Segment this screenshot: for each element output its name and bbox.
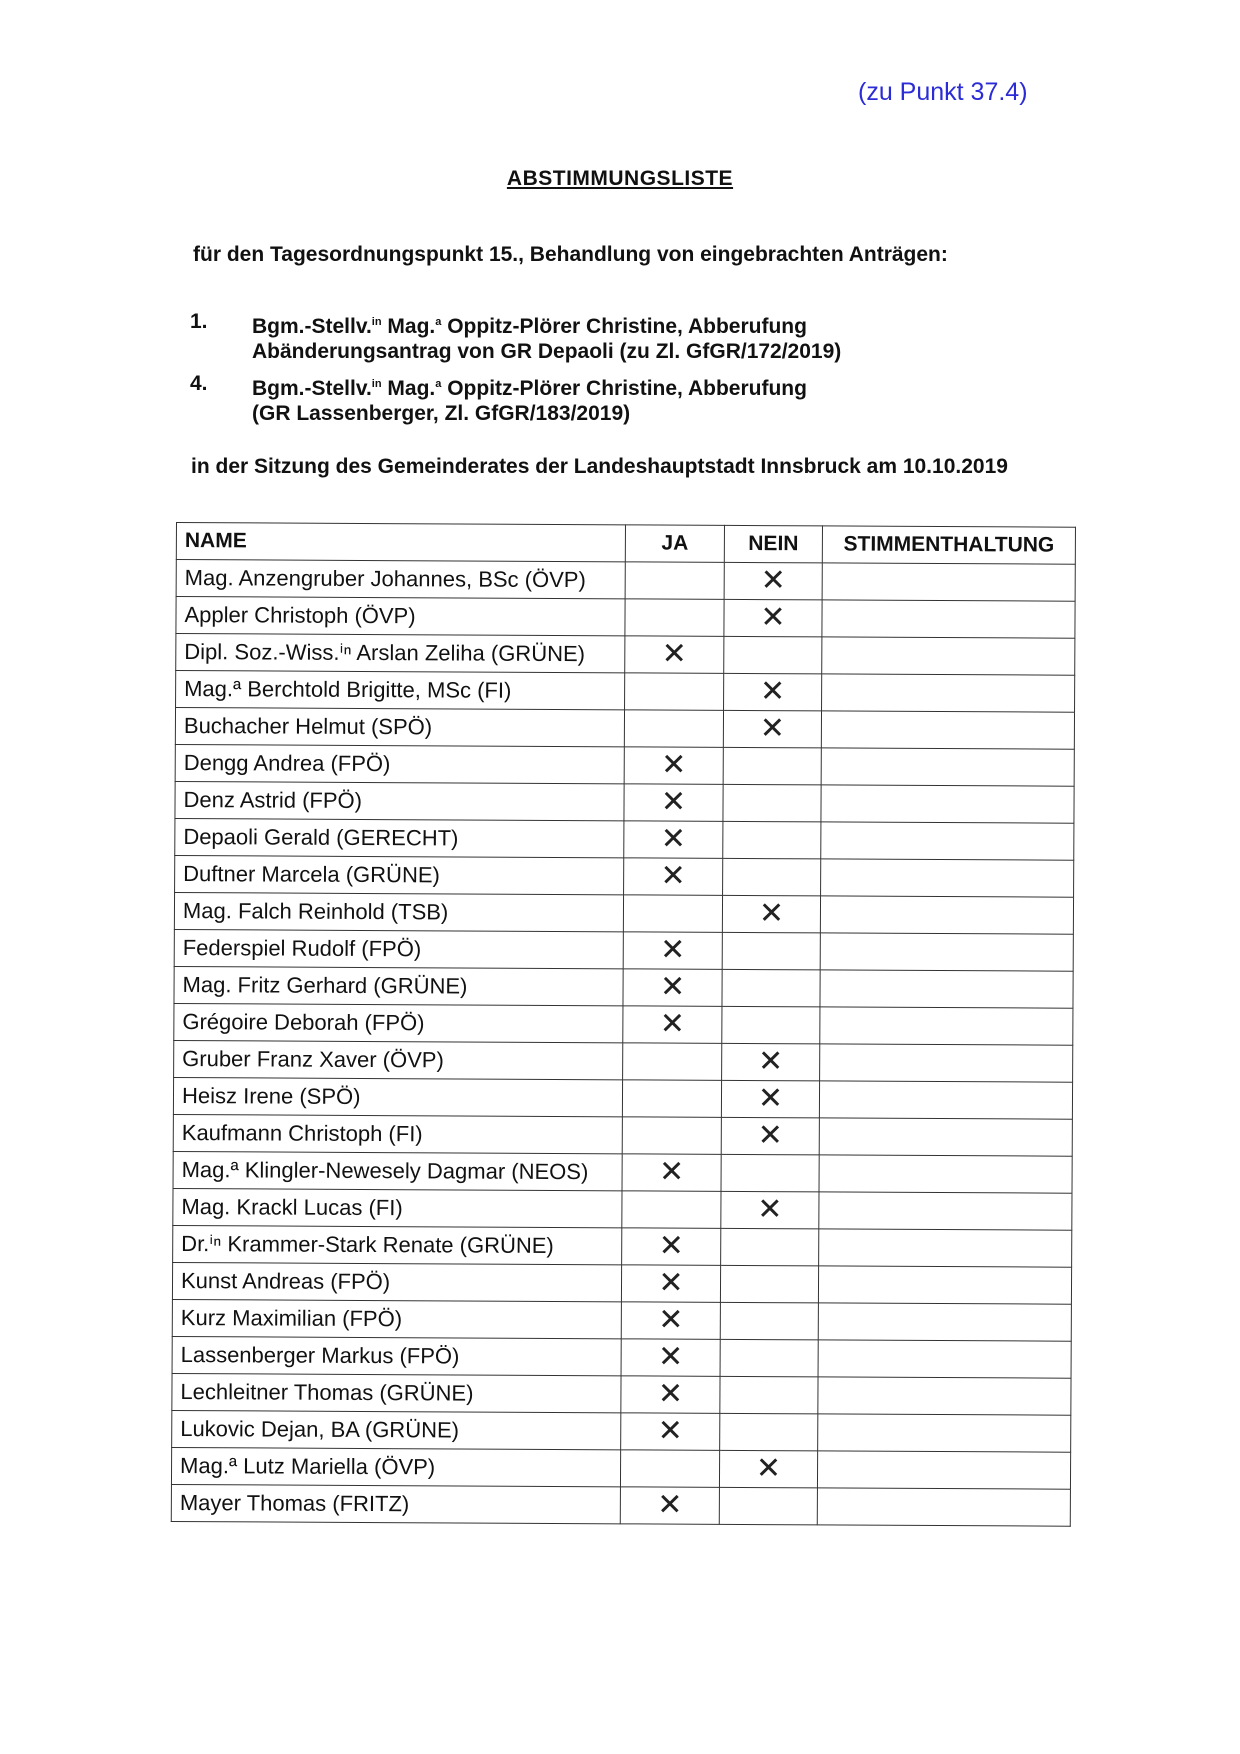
agenda-items bbox=[190, 310, 841, 434]
cross-mark-icon: ✕ bbox=[658, 1265, 684, 1301]
vote-nein-cell bbox=[724, 599, 822, 637]
vote-nein-cell bbox=[723, 710, 821, 748]
member-name: Kaufmann Christoph (FI) bbox=[173, 1114, 622, 1153]
table-row bbox=[175, 708, 1074, 750]
member-name: Mag. Krackl Lucas (FI) bbox=[173, 1188, 622, 1227]
vote-ja-cell bbox=[625, 599, 724, 637]
vote-nein-cell bbox=[723, 858, 821, 896]
vote-enthaltung-cell bbox=[822, 600, 1075, 638]
vote-ja-cell bbox=[624, 747, 723, 785]
header-enthaltung: STIMMENTHALTUNG bbox=[822, 526, 1075, 564]
voting-table bbox=[171, 522, 1076, 1527]
vote-nein-cell bbox=[722, 1043, 820, 1081]
vote-enthaltung-cell bbox=[819, 1229, 1072, 1267]
cross-mark-icon: ✕ bbox=[660, 821, 687, 857]
table-row bbox=[174, 1040, 1073, 1082]
agenda-item-number: 1. bbox=[190, 310, 208, 333]
vote-ja-cell bbox=[623, 969, 722, 1007]
vote-nein-cell bbox=[723, 821, 821, 859]
vote-enthaltung-cell bbox=[821, 859, 1074, 897]
table-row bbox=[171, 1447, 1070, 1489]
vote-ja-cell bbox=[622, 1117, 721, 1155]
vote-nein-cell bbox=[723, 784, 821, 822]
vote-enthaltung-cell bbox=[821, 711, 1074, 749]
member-name: Mag. Falch Reinhold (TSB) bbox=[174, 892, 623, 931]
document-title: ABSTIMMUNGSLISTE bbox=[506, 167, 734, 190]
table-row bbox=[173, 1114, 1072, 1156]
member-name: Lassenberger Markus (FPÖ) bbox=[172, 1336, 621, 1375]
vote-enthaltung-cell bbox=[818, 1377, 1071, 1415]
vote-ja-cell bbox=[625, 562, 724, 600]
vote-nein-cell bbox=[721, 1154, 819, 1192]
cross-mark-icon: ✕ bbox=[657, 1376, 684, 1412]
member-name: Mayer Thomas (FRITZ) bbox=[171, 1484, 620, 1523]
table-row bbox=[174, 892, 1073, 934]
member-name: Mag.ª Klingler-Newesely Dagmar (NEOS) bbox=[173, 1151, 622, 1190]
vote-nein-cell bbox=[721, 1228, 819, 1266]
vote-nein-cell bbox=[722, 932, 820, 970]
vote-enthaltung-cell bbox=[821, 785, 1074, 823]
cross-mark-icon: ✕ bbox=[757, 1118, 783, 1154]
header-ja: JA bbox=[625, 525, 724, 563]
vote-ja-cell bbox=[621, 1376, 720, 1414]
vote-enthaltung-cell bbox=[822, 637, 1075, 675]
vote-ja-cell bbox=[620, 1450, 719, 1488]
member-name: Buchacher Helmut (SPÖ) bbox=[175, 708, 624, 747]
vote-ja-cell bbox=[624, 858, 723, 896]
table-row bbox=[175, 818, 1074, 860]
cross-mark-icon: ✕ bbox=[758, 896, 785, 932]
vote-enthaltung-cell bbox=[820, 896, 1073, 934]
table-row bbox=[172, 1373, 1071, 1415]
member-name: Duftner Marcela (GRÜNE) bbox=[175, 855, 624, 894]
vote-ja-cell bbox=[625, 636, 724, 674]
agenda-item-number: 4. bbox=[190, 372, 208, 395]
vote-enthaltung-cell bbox=[820, 970, 1073, 1008]
agenda-item bbox=[190, 310, 841, 364]
member-name: Mag.ª Lutz Mariella (ÖVP) bbox=[171, 1447, 620, 1486]
member-name: Dipl. Soz.-Wiss.ⁱⁿ Arslan Zeliha (GRÜNE) bbox=[176, 634, 625, 673]
vote-nein-cell bbox=[719, 1487, 817, 1525]
vote-ja-cell bbox=[623, 1043, 722, 1081]
vote-nein-cell bbox=[720, 1413, 818, 1451]
vote-nein-cell bbox=[724, 673, 822, 711]
member-name: Lukovic Dejan, BA (GRÜNE) bbox=[172, 1410, 621, 1449]
cross-mark-icon: ✕ bbox=[657, 1339, 684, 1375]
member-name: Mag. Fritz Gerhard (GRÜNE) bbox=[174, 966, 623, 1005]
cross-mark-icon: ✕ bbox=[760, 563, 786, 599]
vote-nein-cell bbox=[721, 1080, 819, 1118]
cross-mark-icon: ✕ bbox=[660, 858, 686, 894]
vote-enthaltung-cell bbox=[818, 1303, 1071, 1341]
vote-ja-cell bbox=[623, 932, 722, 970]
session-text: in der Sitzung des Gemeinderates der Landeshauptstadt Innsbruck am 10.10.2019 bbox=[191, 455, 1008, 478]
member-name: Dengg Andrea (FPÖ) bbox=[175, 744, 624, 783]
table-row bbox=[176, 634, 1075, 676]
table-row bbox=[173, 1225, 1072, 1267]
member-name: Kunst Andreas (FPÖ) bbox=[172, 1262, 621, 1301]
vote-ja-cell bbox=[621, 1413, 720, 1451]
header-name: NAME bbox=[176, 523, 625, 562]
cross-mark-icon: ✕ bbox=[658, 1228, 684, 1264]
vote-enthaltung-cell bbox=[818, 1340, 1071, 1378]
vote-nein-cell bbox=[721, 1117, 819, 1155]
table-row bbox=[174, 1003, 1073, 1045]
table-row bbox=[171, 1484, 1070, 1526]
vote-ja-cell bbox=[621, 1265, 720, 1303]
vote-ja-cell bbox=[624, 821, 723, 859]
table-row bbox=[172, 1410, 1071, 1452]
member-name: Denz Astrid (FPÖ) bbox=[175, 781, 624, 820]
member-name: Depaoli Gerald (GERECHT) bbox=[175, 818, 624, 857]
cross-mark-icon: ✕ bbox=[658, 1302, 684, 1338]
vote-enthaltung-cell bbox=[821, 748, 1074, 786]
cross-mark-icon: ✕ bbox=[660, 932, 686, 968]
cross-mark-icon: ✕ bbox=[755, 1451, 782, 1487]
table-row bbox=[175, 781, 1074, 823]
vote-enthaltung-cell bbox=[819, 1155, 1072, 1193]
vote-ja-cell bbox=[625, 673, 724, 711]
agenda-item-line1: Bgm.-Stellv.$^{in}$ Mag.$^a$ Oppitz-Plörer Christine, Abberufung bbox=[252, 315, 807, 338]
cross-mark-icon: ✕ bbox=[757, 1081, 784, 1117]
vote-enthaltung-cell bbox=[820, 1007, 1073, 1045]
member-name: Heisz Irene (SPÖ) bbox=[173, 1077, 622, 1116]
vote-enthaltung-cell bbox=[819, 1081, 1072, 1119]
vote-rows bbox=[171, 560, 1075, 1527]
vote-enthaltung-cell bbox=[822, 674, 1075, 712]
vote-nein-cell bbox=[720, 1376, 818, 1414]
vote-ja-cell bbox=[624, 710, 723, 748]
vote-nein-cell bbox=[722, 1006, 820, 1044]
cross-mark-icon: ✕ bbox=[661, 747, 687, 783]
cross-mark-icon: ✕ bbox=[658, 1154, 685, 1190]
vote-ja-cell bbox=[623, 895, 722, 933]
cross-mark-icon: ✕ bbox=[657, 1413, 683, 1449]
header-nein: NEIN bbox=[724, 525, 822, 563]
member-name: Appler Christoph (ÖVP) bbox=[176, 597, 625, 636]
vote-nein-cell bbox=[722, 969, 820, 1007]
vote-nein-cell bbox=[724, 636, 822, 674]
table-row bbox=[174, 966, 1073, 1008]
table-row bbox=[173, 1151, 1072, 1193]
cross-mark-icon: ✕ bbox=[657, 1487, 683, 1523]
table-header-row bbox=[176, 523, 1075, 565]
cross-mark-icon: ✕ bbox=[659, 1006, 686, 1042]
agenda-item-line1: Bgm.-Stellv.$^{in}$ Mag.$^a$ Oppitz-Plörer Christine, Abberufung bbox=[252, 377, 807, 400]
table-row bbox=[176, 671, 1075, 713]
cross-mark-icon: ✕ bbox=[758, 1044, 784, 1080]
vote-ja-cell bbox=[622, 1080, 721, 1118]
agenda-item bbox=[190, 372, 841, 426]
member-name: Federspiel Rudolf (FPÖ) bbox=[174, 929, 623, 968]
member-name: Mag.ª Berchtold Brigitte, MSc (FI) bbox=[176, 671, 625, 710]
vote-ja-cell bbox=[622, 1154, 721, 1192]
vote-enthaltung-cell bbox=[817, 1451, 1070, 1489]
table-row bbox=[172, 1262, 1071, 1304]
vote-enthaltung-cell bbox=[820, 933, 1073, 971]
vote-nein-cell bbox=[719, 1450, 817, 1488]
vote-nein-cell bbox=[724, 562, 822, 600]
table-row bbox=[173, 1188, 1072, 1230]
vote-nein-cell bbox=[720, 1339, 818, 1377]
cross-mark-icon: ✕ bbox=[760, 600, 786, 636]
table-row bbox=[176, 597, 1075, 639]
vote-nein-cell bbox=[720, 1265, 818, 1303]
vote-ja-cell bbox=[623, 1006, 722, 1044]
vote-nein-cell bbox=[723, 747, 821, 785]
vote-ja-cell bbox=[621, 1302, 720, 1340]
vote-ja-cell bbox=[620, 1487, 719, 1525]
intro-text: für den Tagesordnungspunkt 15., Behandlung von eingebrachten Anträgen: bbox=[193, 243, 948, 266]
member-name: Lechleitner Thomas (GRÜNE) bbox=[172, 1373, 621, 1412]
table-row bbox=[175, 855, 1074, 897]
cross-mark-icon: ✕ bbox=[659, 969, 686, 1005]
member-name: Grégoire Deborah (FPÖ) bbox=[174, 1003, 623, 1042]
vote-enthaltung-cell bbox=[820, 1044, 1073, 1082]
table-row bbox=[176, 560, 1075, 602]
table-row bbox=[172, 1299, 1071, 1341]
agenda-item-line2: Abänderungsantrag von GR Depaoli (zu Zl. GfGR/172/2019) bbox=[252, 340, 842, 363]
vote-nein-cell bbox=[722, 895, 820, 933]
member-name: Kurz Maximilian (FPÖ) bbox=[172, 1299, 621, 1338]
table-row bbox=[172, 1336, 1071, 1378]
member-name: Gruber Franz Xaver (ÖVP) bbox=[174, 1040, 623, 1079]
cross-mark-icon: ✕ bbox=[757, 1192, 783, 1228]
vote-ja-cell bbox=[624, 784, 723, 822]
table-row bbox=[175, 744, 1074, 786]
vote-enthaltung-cell bbox=[818, 1266, 1071, 1304]
vote-nein-cell bbox=[720, 1302, 818, 1340]
vote-enthaltung-cell bbox=[817, 1488, 1070, 1526]
vote-enthaltung-cell bbox=[822, 563, 1075, 601]
cross-mark-icon: ✕ bbox=[661, 636, 687, 672]
cross-mark-icon: ✕ bbox=[759, 674, 786, 710]
agenda-item-line2: (GR Lassenberger, Zl. GfGR/183/2019) bbox=[252, 402, 631, 425]
vote-enthaltung-cell bbox=[818, 1414, 1071, 1452]
vote-enthaltung-cell bbox=[819, 1118, 1072, 1156]
reference-note: (zu Punkt 37.4) bbox=[858, 78, 1028, 106]
member-name: Mag. Anzengruber Johannes, BSc (ÖVP) bbox=[176, 560, 625, 599]
vote-enthaltung-cell bbox=[819, 1192, 1072, 1230]
vote-enthaltung-cell bbox=[821, 822, 1074, 860]
table-row bbox=[173, 1077, 1072, 1119]
vote-ja-cell bbox=[622, 1228, 721, 1266]
table-row bbox=[174, 929, 1073, 971]
cross-mark-icon: ✕ bbox=[660, 784, 687, 820]
vote-ja-cell bbox=[622, 1191, 721, 1229]
vote-nein-cell bbox=[721, 1191, 819, 1229]
member-name: Dr.ⁱⁿ Krammer-Stark Renate (GRÜNE) bbox=[173, 1225, 622, 1264]
vote-ja-cell bbox=[621, 1339, 720, 1377]
cross-mark-icon: ✕ bbox=[759, 711, 786, 747]
